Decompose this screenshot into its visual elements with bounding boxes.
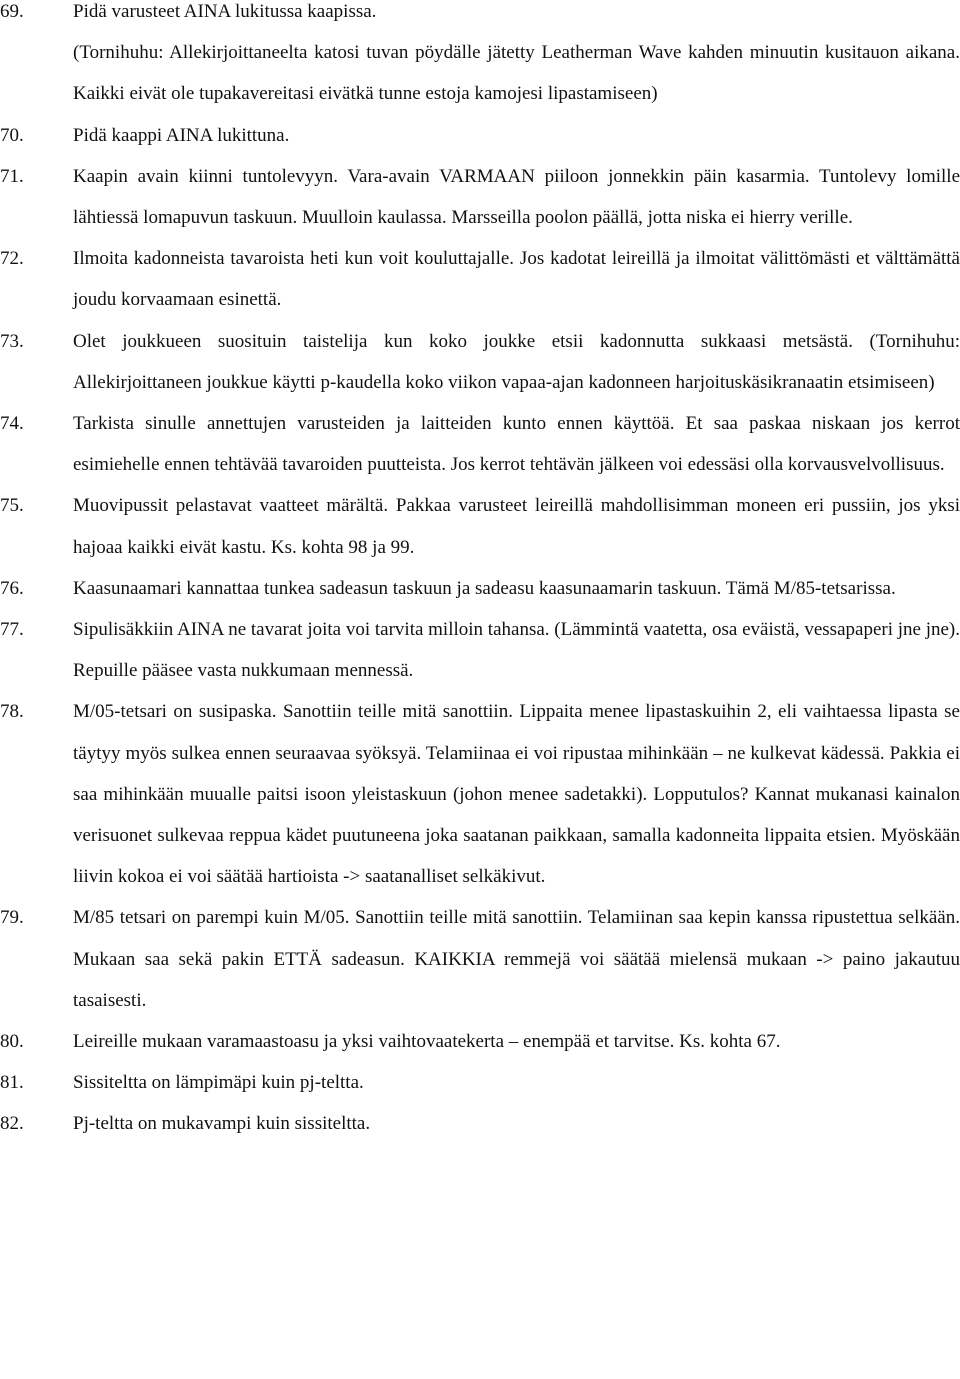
item-number: 78. bbox=[0, 701, 24, 723]
list-item-72 bbox=[0, 238, 960, 320]
list-item-79 bbox=[0, 897, 960, 1021]
item-text: Pidä kaappi AINA lukittuna. bbox=[73, 124, 290, 146]
item-number: 81. bbox=[0, 1072, 24, 1094]
list-item-76 bbox=[0, 568, 960, 609]
item-number: 79. bbox=[0, 907, 24, 929]
list-item-71 bbox=[0, 156, 960, 238]
list-item-74 bbox=[0, 403, 960, 485]
list-item-69 bbox=[0, 0, 960, 32]
item-text: Olet joukkueen suosituin taistelija kun koko joukke etsii kadonnutta sukkaasi metsästä. (Tornihuhu: Allekirjoittaneen joukkue käytti p-kaudella koko viikon vapaa-ajan kadonneen harjoituskäsikranaatin etsimiseen) bbox=[73, 330, 960, 393]
item-text: Muovipussit pelastavat vaatteet märältä. Pakkaa varusteet leireillä mahdollisimman moneen eri pussiin, jos yksi hajoaa kaikki eivät kastu. Ks. kohta 98 ja 99. bbox=[73, 495, 960, 558]
item-number: 75. bbox=[0, 495, 24, 517]
list-item-81 bbox=[0, 1062, 960, 1103]
item-number: 74. bbox=[0, 413, 24, 435]
item-number: 72. bbox=[0, 248, 24, 270]
item-text: Sipulisäkkiin AINA ne tavarat joita voi tarvita milloin tahansa. (Lämmintä vaatetta, osa eväistä, vessapaperi jne jne). Repuille pääsee vasta nukkumaan mennessä. bbox=[73, 619, 960, 682]
list-item-80 bbox=[0, 1021, 960, 1062]
item-text: Kaapin avain kiinni tuntolevyyn. Vara-avain VARMAAN piiloon jonnekkin päin kasarmia. Tuntolevy lomille lähtiessä lomapuvun taskuun. Muulloin kaulassa. Marsseilla poolon päällä, jotta niska ei hierry verille. bbox=[73, 165, 960, 229]
item-number: 71. bbox=[0, 165, 24, 187]
list-item-69-note bbox=[0, 32, 960, 114]
item-text: Tarkista sinulle annettujen varusteiden ja laitteiden kunto ennen käyttöä. Et saa paskaa niskaan jos kerrot esimiehelle ennen tehtävää tavaroiden puutteista. Jos kerrot tehtävän jälkeen voi edessäsi olla korvausvelvollisuus. bbox=[73, 413, 960, 476]
list-item-77 bbox=[0, 609, 960, 691]
item-number: 76. bbox=[0, 577, 24, 599]
item-number: 82. bbox=[0, 1113, 24, 1135]
item-number: 77. bbox=[0, 619, 24, 641]
item-number: 80. bbox=[0, 1031, 24, 1053]
item-text: Ilmoita kadonneista tavaroista heti kun voit kouluttajalle. Jos kadotat leireillä ja ilmoitat välittömästi et välttämättä joudu korvaamaan esinettä. bbox=[73, 248, 960, 311]
list-item-78 bbox=[0, 691, 960, 897]
item-text: M/85 tetsari on parempi kuin M/05. Sanottiin teille mitä sanottiin. Telamiinan saa kepin kanssa ripustettua selkään. Mukaan saa sekä pakin ETTÄ sadeasun. KAIKKIA remmejä voi säätää mielensä mukaan -> paino jakautuu tasaisesti. bbox=[73, 907, 960, 1011]
item-text: Sissiteltta on lämpimäpi kuin pj-teltta. bbox=[73, 1072, 364, 1094]
list-item-73 bbox=[0, 321, 960, 403]
item-number: 73. bbox=[0, 330, 24, 352]
item-text: Kaasunaamari kannattaa tunkea sadeasun taskuun ja sadeasu kaasunaamarin taskuun. Tämä M/85-tetsarissa. bbox=[73, 577, 896, 599]
list-item-82 bbox=[0, 1103, 960, 1144]
item-text: (Tornihuhu: Allekirjoittaneelta katosi tuvan pöydälle jätetty Leatherman Wave kahden minuutin kusitauon aikana. Kaikki eivät ole tupakavereitasi eivätkä tunne estoja kamojesi lipastamiseen) bbox=[73, 42, 960, 105]
list-item-70 bbox=[0, 115, 960, 156]
item-number: 69. bbox=[0, 1, 24, 22]
item-text: Leireille mukaan varamaastoasu ja yksi vaihtovaatekerta – enempää et tarvitse. Ks. kohta 67. bbox=[73, 1031, 781, 1053]
item-text: Pj-teltta on mukavampi kuin sissiteltta. bbox=[73, 1113, 371, 1135]
item-number: 70. bbox=[0, 124, 24, 146]
item-text: M/05-tetsari on susipaska. Sanottiin teille mitä sanottiin. Lippaita menee lipastaskuihin 2, eli vaihtaessa lipasta se täytyy myös sulkea ennen seuraavaa syöksyä. Telamiinaa ei voi ripustaa mihinkään – ne kulkevat kädessä. Pakkia ei saa mihinkään muualle paitsi isoon yleistaskuun (johon menee sadetakki). Lopputulos? Kannat mukanasi kainalon verisuonet sulkevaa reppua kädet puutuneena joka saatanan paikkaan, samalla kadonneita lippaita etsien. Myöskään liivin kokoa ei voi säätää hartioista -> saatanalliset selkäkivut. bbox=[73, 701, 960, 888]
list-item-75 bbox=[0, 485, 960, 567]
item-text: Pidä varusteet AINA lukitussa kaapissa. bbox=[73, 1, 377, 22]
